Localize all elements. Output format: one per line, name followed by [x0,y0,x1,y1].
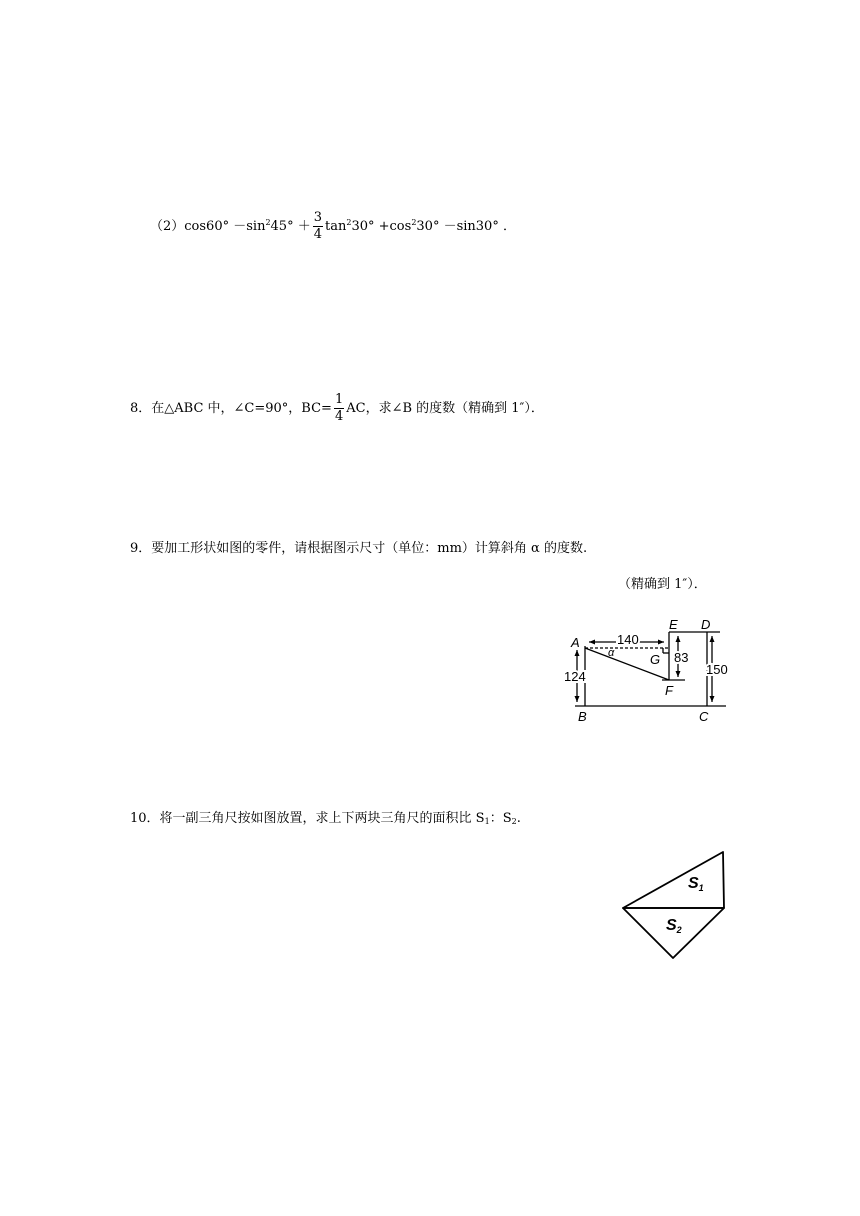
expr-part-2: 45° ＋ [270,219,311,234]
fraction-denominator: 4 [313,227,322,242]
label-S1: S1 [688,875,704,893]
expr-part-1: cos60° －sin [184,219,266,234]
arrow-124-top [575,650,580,656]
label-alpha: α [608,647,615,659]
expr-part-5: 30° －sin30° ． [416,219,516,234]
arrow-83-top [676,636,681,642]
question-7-part-2 [150,210,516,243]
exponent-3: 2 [411,218,417,227]
label-E: E [669,617,678,632]
part-figure [562,614,737,729]
arrow-83-bottom [676,671,681,677]
subscript-2: 2 [511,817,517,826]
expr-part-3: tan [325,219,347,234]
subscript-1: 1 [484,817,490,826]
label-D: D [701,617,711,632]
question-9: 9．要加工形状如图的零件，请根据图示尺寸（单位：mm）计算斜角 α 的度数. [130,541,588,556]
q10-text-1: 10．将一副三角尺按如图放置，求上下两块三角尺的面积比 S [130,811,485,826]
dimension-150: 150 [706,662,728,677]
question-10 [130,811,521,827]
exponent-1: 2 [265,218,271,227]
arrow-150-bottom [710,696,715,702]
question-8 [130,392,544,425]
arrow-150-top [710,636,715,642]
q10-text-2: ：S [489,811,512,826]
part-label: （2） [150,219,185,234]
upper-triangle [623,852,724,908]
arrow-124-bottom [575,696,580,702]
dimension-124: 124 [564,669,586,684]
label-B: B [578,709,587,724]
exponent-2: 2 [346,218,352,227]
q8-text-1: 8．在△ABC 中，∠C=90°，BC= [130,401,332,416]
label-C: C [699,709,709,724]
expr-part-4: 30° +cos [351,219,412,234]
dimension-83: 83 [674,650,689,665]
label-S2: S2 [666,917,682,935]
label-A: A [571,635,580,650]
label-F: F [665,683,673,698]
arrow-140-right [658,640,664,645]
fraction-three-quarters [313,210,323,243]
arrow-140-left [589,640,595,645]
triangle-rulers-figure [618,848,733,963]
fraction-numerator: 1 [334,392,344,407]
dimension-140: 140 [617,632,639,647]
question-9-note: （精确到 1″）． [618,577,707,592]
fraction-denominator: 4 [334,409,344,424]
fraction-numerator: 3 [313,210,322,225]
fraction-one-quarter [334,392,344,425]
q10-text-3: . [516,811,521,826]
label-G: G [650,652,661,667]
q8-text-2: AC，求∠B 的度数（精确到 1″）． [346,401,544,416]
